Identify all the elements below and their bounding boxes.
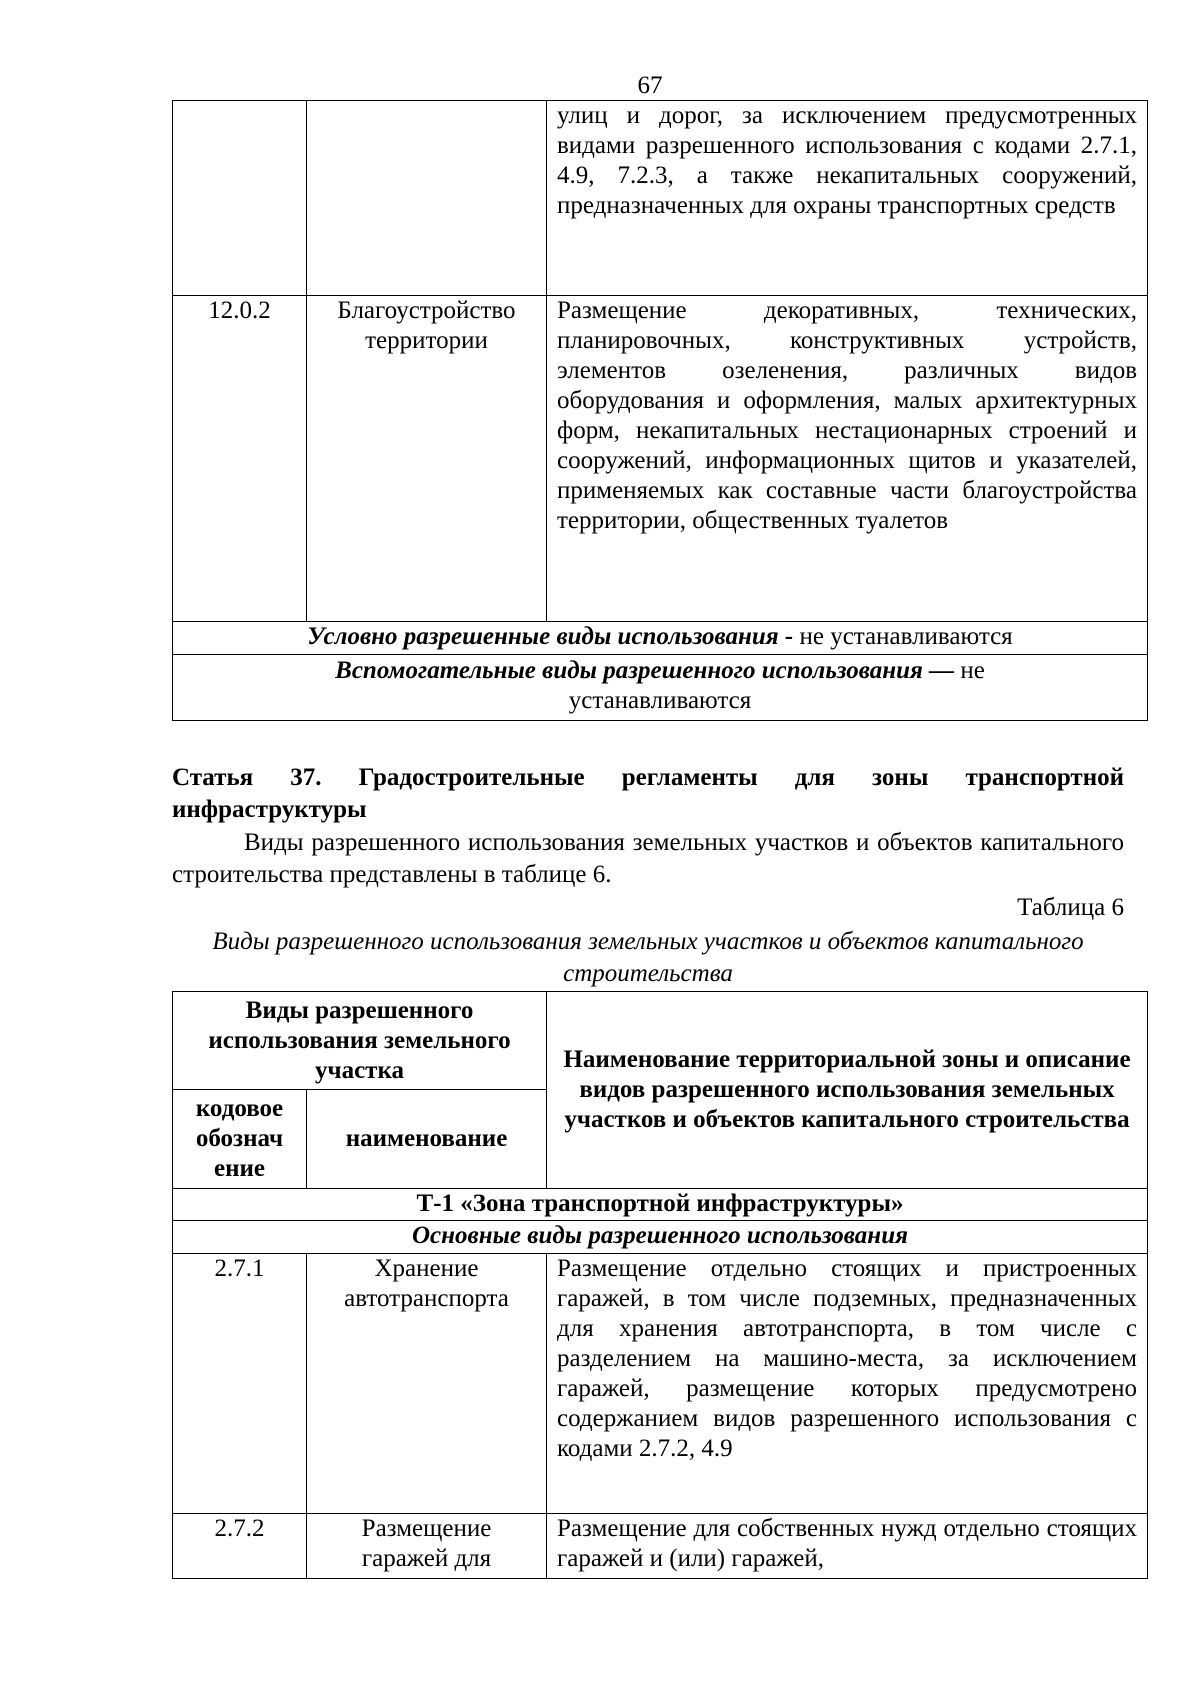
- name-cell: Благоустройство территории: [307, 296, 547, 622]
- code-cell: 2.7.1: [173, 1254, 307, 1514]
- header-group-cell: Виды разрешенного использования земельного участка: [173, 992, 547, 1090]
- section-row: [173, 1221, 1148, 1254]
- code-cell: [173, 101, 307, 296]
- header-row: [173, 992, 1148, 1090]
- table-row: [173, 296, 1148, 622]
- table-row: [173, 622, 1148, 655]
- zone-row: [173, 1189, 1148, 1221]
- auxiliary-types-cell: [173, 655, 1148, 721]
- land-use-table-continued: [172, 100, 1148, 721]
- table-row: [173, 101, 1148, 296]
- auxiliary-types-label: Вспомогательные виды разрешенного использования —: [335, 657, 955, 684]
- page-number: 67: [637, 72, 663, 99]
- name-cell: [307, 101, 547, 296]
- description-cell: Размещение для собственных нужд отдельно стоящих гаражей и (или) гаражей,: [547, 1514, 1148, 1579]
- main-types-heading: Основные виды разрешенного использования: [173, 1221, 1148, 1254]
- auxiliary-types-value: не устанавливаются: [568, 657, 985, 714]
- header-code-cell: кодовое обознач ение: [173, 1090, 307, 1189]
- name-cell: Хранение автотранспорта: [307, 1254, 547, 1514]
- conditional-types-cell: [173, 622, 1148, 655]
- conditional-types-value: не устанавливаются: [793, 623, 1013, 650]
- table-caption: Виды разрешенного использования земельных участков и объектов капитального строительства: [212, 928, 1084, 987]
- header-name-cell: наименование: [307, 1090, 547, 1189]
- description-cell: Размещение декоративных, технических, планировочных, конструктивных устройств, элементов озеленения, различных видов оборудования и оформления, малых архитектурных форм, некапитальных нестационарных строений и сооружений, информационных щитов и указателей, применяемых как составные части благоустройства территории, общественных туалетов: [547, 296, 1148, 622]
- zone-title: Т-1 «Зона транспортной инфраструктуры»: [173, 1189, 1148, 1221]
- table-row: [173, 655, 1148, 721]
- land-use-table-6: [172, 991, 1148, 1579]
- description-cell: Размещение отдельно стоящих и пристроенных гаражей, в том числе подземных, предназначенных для хранения автотранспорта, в том числе с разделением на машино-места, за исключением гаражей, размещение которых предусмотрено содержанием видов разрешенного использования с кодами 2.7.2, 4.9: [547, 1254, 1148, 1514]
- article-title: Статья 37. Градостроительные регламенты для зоны транспортной инфраструктуры: [172, 764, 1124, 823]
- table-row: [173, 1254, 1148, 1514]
- header-description-cell: Наименование территориальной зоны и описание видов разрешенного использования земельных участков и объектов капитального строительства: [547, 992, 1148, 1189]
- table-number: Таблица 6: [1017, 894, 1124, 921]
- article-intro: Виды разрешенного использования земельных участков и объектов капитального строительства представлены в таблице 6.: [172, 829, 1124, 888]
- code-cell: 12.0.2: [173, 296, 307, 622]
- description-cell: улиц и дорог, за исключением предусмотренных видами разрешенного использования с кодами 2.7.1, 4.9, 7.2.3, а также некапитальных сооружений, предназначенных для охраны транспортных средств: [547, 101, 1148, 296]
- conditional-types-label: Условно разрешенные виды использования -: [307, 623, 794, 650]
- code-cell: 2.7.2: [173, 1514, 307, 1579]
- table-row: [173, 1514, 1148, 1579]
- name-cell: Размещение гаражей для: [307, 1514, 547, 1579]
